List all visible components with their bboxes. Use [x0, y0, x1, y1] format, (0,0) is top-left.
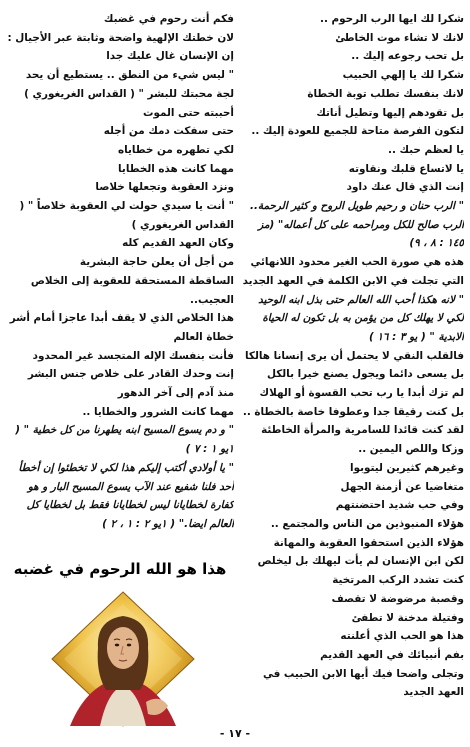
right-column-line: وفي حب شديد احتضنتهم	[335, 499, 464, 512]
left-column-line: " ليس شيء من النطق .. يستطيع أن يحد لجة محبتك للبشر " ( القداس الغريغوري )	[24, 69, 234, 100]
right-column-line: بل تقودهم إليها وتطيل أناتك	[316, 106, 464, 119]
right-column-line: فالقلب النقي لا يحتمل أن يرى إنسانا هالكا	[245, 349, 464, 362]
left-column-line: " أنت يا سيدي حولت لي العقوبة خلاصاً " ( القداس الغريغوري )	[19, 200, 234, 231]
right-column-line: يا لعظم حبك ..	[388, 143, 464, 156]
left-column-line: " يا أولادي أكتب إليكم هذا لكي لا تخطئوا إن أخطأ أحد فلنا شفيع عند الآب يسوع المسيح البار و هو كفارة لخطايانا ليس لخطايانا فقط بل لخطايا كل العالم ايضا." ( ١يو ٢ : ١ ، ٢ )	[18, 461, 234, 530]
right-column-line: يا لاتساع قلبك ونقاوته	[348, 162, 464, 175]
right-column-line: وفتيلة مدخنة لا تطفئ	[351, 611, 464, 624]
section-title: هذا هو الله الرحوم في غضبه	[13, 560, 227, 578]
right-column-line: بفم أنبيائك في العهد القديم	[320, 648, 464, 661]
left-column-line: الساقطة المستحقة للعقوبة إلى الخلاص العجيب..	[30, 274, 234, 306]
right-column-line: كنت تشدد الركب المرتخية	[332, 574, 464, 587]
right-column-line: إنت الذي قال عنك داود	[346, 181, 464, 194]
right-column-line: " لانه هكذا أحب الله العالم حتى بذل ابنه الوحيد لكي لا يهلك كل من يؤمن به بل تكون له الحياة الابدية " ( يو ٣ : ١٦ )	[258, 293, 464, 343]
right-column-line: شكرا لك يا إلهي الحبيب	[342, 69, 464, 82]
right-column-line: " الرب حنان و رحيم طويل الروح و كثير الرحمة..	[250, 200, 464, 213]
christ-icon	[48, 590, 198, 728]
left-column-line: منذ آدم إلى آخر الدهور	[117, 387, 234, 400]
left-column-line: حتى سفكت دمك من أجله	[103, 125, 234, 138]
left-column-line: من أجل أن يعلن حاجة البشرية	[79, 256, 234, 269]
left-column-line: فكم أنت رحوم في غضبك	[103, 13, 234, 25]
left-column-line: فأنت بنفسك الإله المتجسد غير المحدود	[32, 349, 234, 362]
left-column	[6, 10, 234, 534]
right-column	[242, 10, 464, 702]
right-column-line: لكن ابن الإنسان لم يأت ليهلك بل ليخلص	[257, 555, 464, 568]
left-column-line: إن الإنسان غال عليك جدا	[106, 50, 234, 63]
right-column-line: التي تجلت في الابن الكلمة في العهد الجديد	[242, 274, 464, 287]
right-column-line: بل كنت رقيقا جدا وعطوفا خاصة بالخطاة ..	[242, 405, 464, 418]
right-column-line: هؤلاء المنبوذين من الناس والمجتمع ..	[270, 517, 464, 530]
right-column-line: بل يسعى دائما ويجول يصنع خيرا بالكل	[266, 368, 464, 381]
right-column-line: وقصبة مرضوضة لا تقصف	[331, 592, 464, 605]
page-number: - ١٧ -	[219, 727, 251, 740]
left-column-line: مهما كانت هذه الخطايا	[118, 162, 234, 175]
left-column-line: هذا الخلاص الذي لا يقف أبدا عاجزا أمام أشر خطاة العالم	[9, 312, 234, 343]
right-column-line: بل تحب رجوعه إليك ..	[351, 50, 464, 63]
left-column-line: لكي تطهره من خطاياه	[117, 143, 234, 156]
right-column-line: لتكون الفرصة متاحة للجميع للعودة إليك ..	[251, 125, 464, 138]
right-column-line: لانك لا تشاء موت الخاطئ	[335, 31, 464, 44]
left-column-line: أحببته حتى الموت	[143, 106, 234, 119]
right-column-line: وزكا واللص اليمين ..	[358, 443, 464, 456]
left-column-line: وكان العهد القديم كله	[122, 237, 234, 250]
left-column-line: مهما كانت الشرور والخطايا ..	[82, 405, 234, 418]
right-column-line: شكرا لك ايها الرب الرحوم ..	[320, 13, 464, 25]
right-column-line: الرب صالح للكل ومراحمه على كل أعماله" (مز ١٤٥ : ٨ ، ٩)	[258, 218, 464, 250]
right-column-line: وغيرهم كثيرين ليتوبوا	[350, 461, 464, 474]
right-column-line: لقد كنت قائدا للسامرية والمرأة الخاطئة	[261, 424, 464, 437]
right-column-line: هذه هي صورة الحب الغير محدود اللانهائي	[250, 256, 464, 269]
right-column-line: هذا هو الحب الذي أعلنته	[340, 630, 464, 643]
right-column-line: لم تزك أبدا يا رب تحب القسوة أو الهلاك	[259, 387, 464, 400]
left-column-line: لان خطتك الإلهية واضحة وثابتة عبر الأجيال :	[7, 31, 234, 44]
right-column-line: هؤلاء الذين استحقوا العقوبة والمهانة	[273, 536, 464, 549]
left-column-line: إنت وحدك القادر على خلاص جنس البشر	[27, 368, 234, 381]
left-column-line: " و دم يسوع المسيح ابنه يطهرنا من كل خطية " ( ١يو ١ : ٧ )	[15, 424, 234, 456]
left-column-line: ونزد العقوبة وتجعلها خلاصا	[95, 181, 234, 194]
right-column-line: وتجلى واضحا فيك أيها الابن الحبيب في العهد الجديد	[262, 667, 464, 699]
right-column-line: لانك بنفسك تطلب توبة الخطاة	[307, 87, 464, 100]
right-column-line: متغاضيا عن أزمنة الجهل	[340, 480, 464, 493]
